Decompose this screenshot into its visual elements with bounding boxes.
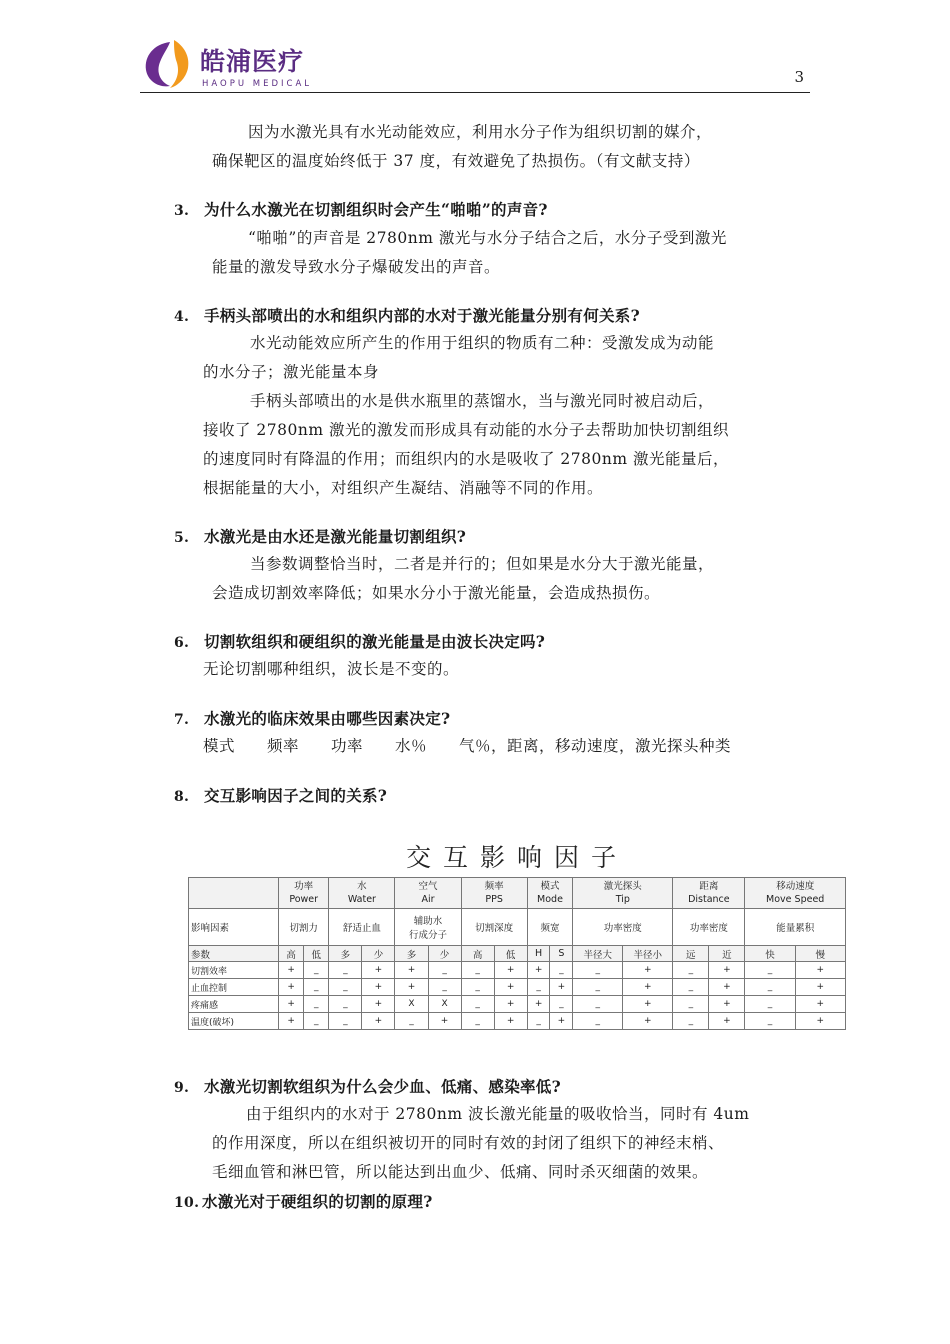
parameter-cell: 高: [279, 946, 304, 962]
answer-4-line-4: 接收了 2780nm 激光的激发而形成具有动能的水分子去帮助加快切割组织: [203, 421, 729, 439]
intro-line-1: 因为水激光具有水光动能效应，利用水分子作为组织切割的媒介，: [248, 123, 713, 141]
table-cell: X: [395, 996, 428, 1013]
table-row: [189, 1013, 846, 1030]
question-number: 10.: [174, 1195, 200, 1211]
interaction-factors-table: [188, 877, 846, 1030]
parameter-cell: 少: [428, 946, 461, 962]
table-cell: +: [709, 996, 745, 1013]
parameter-cell: 远: [673, 946, 709, 962]
table-cell: +: [279, 979, 304, 996]
table-cell: +: [623, 996, 673, 1013]
table-cell: +: [279, 996, 304, 1013]
answer-4-line-1: 水光动能效应所产生的作用于组织的物质有二种：受激发成为动能: [250, 334, 715, 352]
table-title: 交互影响因子: [405, 843, 628, 872]
question-title: 切割软组织和硬组织的激光能量是由波长决定吗?: [204, 632, 546, 651]
parameter-cell: 快: [745, 946, 795, 962]
table-cell: +: [795, 962, 845, 979]
answer-6-line-1: 无论切割哪种组织，波长是不变的。: [203, 660, 460, 678]
answer-7-line-1: 模式 频率 功率 水％ 气％，距离，移动速度，激光探头种类: [203, 737, 732, 755]
table-cell: +: [527, 962, 550, 979]
table-cell: +: [494, 1013, 527, 1030]
factor-header: 激光探头 Tip: [573, 878, 673, 909]
answer-3-line-1: “啪啪”的声音是 2780nm 激光与水分子结合之后，水分子受到激光: [248, 229, 727, 247]
factor-header: 频率 PPS: [461, 878, 527, 909]
question-number: 7.: [174, 712, 190, 728]
table-cell: +: [709, 1013, 745, 1030]
table-cell: _: [573, 979, 623, 996]
table-cell: +: [527, 996, 550, 1013]
table-cell: _: [461, 979, 494, 996]
question-title: 水激光的临床效果由哪些因素决定?: [204, 709, 451, 728]
page-number: 3: [794, 68, 804, 86]
table-cell: +: [279, 962, 304, 979]
table-row: [189, 996, 846, 1013]
table-header-row: [189, 878, 846, 909]
table-cell: _: [461, 1013, 494, 1030]
table-cell: _: [329, 979, 362, 996]
table-cell: +: [795, 996, 845, 1013]
table-row: [189, 979, 846, 996]
table-cell: _: [304, 962, 329, 979]
influence-cell: 辅助水 行成分子: [395, 909, 461, 946]
table-cell: +: [428, 1013, 461, 1030]
question-number: 8.: [174, 789, 190, 805]
question-3: [174, 198, 548, 220]
table-cell: _: [428, 979, 461, 996]
brand-name-cn: 皓浦医疗: [200, 47, 305, 76]
row-label: 疼痛感: [189, 996, 279, 1013]
parameter-cell: 低: [494, 946, 527, 962]
parameter-cell: 低: [304, 946, 329, 962]
question-title: 为什么水激光在切割组织时会产生“啪啪”的声音?: [204, 200, 548, 219]
influence-cell: 频宽: [527, 909, 573, 946]
table-cell: +: [623, 962, 673, 979]
table-row: [189, 962, 846, 979]
row-label: 止血控制: [189, 979, 279, 996]
answer-3-line-2: 能量的激发导致水分子爆破发出的声音。: [212, 258, 501, 276]
table-cell: +: [362, 962, 395, 979]
question-4: [174, 304, 640, 326]
table-cell: +: [279, 1013, 304, 1030]
brand-name-en: HAOPU MEDICAL: [202, 79, 313, 89]
parameter-cell: 高: [461, 946, 494, 962]
question-number: 4.: [174, 309, 190, 325]
question-6: [174, 630, 545, 652]
table-cell: +: [362, 1013, 395, 1030]
question-title: 水激光是由水还是激光能量切割组织?: [204, 527, 467, 546]
table-cell: _: [527, 979, 550, 996]
question-5: [174, 525, 466, 547]
row-label: 影响因素: [189, 909, 279, 946]
table-cell: +: [795, 1013, 845, 1030]
table-cell: _: [673, 1013, 709, 1030]
row-label: 切割效率: [189, 962, 279, 979]
table-cell: _: [673, 996, 709, 1013]
table-cell: +: [709, 979, 745, 996]
parameter-cell: H: [527, 946, 550, 962]
table-cell: _: [329, 996, 362, 1013]
influence-cell: 功率密度: [573, 909, 673, 946]
table-cell: _: [550, 962, 573, 979]
question-title: 交互影响因子之间的关系?: [204, 786, 388, 805]
table-cell: _: [527, 1013, 550, 1030]
table-cell: +: [362, 996, 395, 1013]
parameter-cell: 多: [395, 946, 428, 962]
influence-cell: 功率密度: [673, 909, 745, 946]
question-title: 水激光对于硬组织的切割的原理?: [202, 1192, 433, 1211]
influence-row: [189, 909, 846, 946]
table-cell: _: [461, 996, 494, 1013]
table-cell: _: [673, 962, 709, 979]
table-cell: +: [709, 962, 745, 979]
table-cell: +: [494, 962, 527, 979]
question-8: [174, 784, 387, 806]
question-title: 水激光切割软组织为什么会少血、低痛、感染率低?: [204, 1077, 561, 1096]
table-cell: _: [329, 962, 362, 979]
parameter-row: [189, 946, 846, 962]
table-cell: +: [795, 979, 845, 996]
parameter-cell: 半径小: [623, 946, 673, 962]
table-cell: +: [395, 979, 428, 996]
answer-9-line-3: 毛细血管和淋巴管，所以能达到出血少、低痛、同时杀灭细菌的效果。: [212, 1163, 709, 1181]
factor-header: 距离 Distance: [673, 878, 745, 909]
table-cell: _: [304, 979, 329, 996]
influence-cell: 舒适止血: [329, 909, 395, 946]
parameter-cell: 慢: [795, 946, 845, 962]
table-cell: _: [573, 1013, 623, 1030]
question-7: [174, 707, 450, 729]
factor-header: 空气 Air: [395, 878, 461, 909]
row-label: 温度(破坏): [189, 1013, 279, 1030]
table-cell: +: [395, 962, 428, 979]
parameter-cell: 近: [709, 946, 745, 962]
factor-header: 功率 Power: [279, 878, 329, 909]
table-cell: _: [745, 996, 795, 1013]
table-cell: _: [745, 1013, 795, 1030]
answer-5-line-1: 当参数调整恰当时，二者是并行的；但如果是水分大于激光能量，: [250, 555, 715, 573]
table-cell: _: [573, 996, 623, 1013]
table-cell: _: [395, 1013, 428, 1030]
question-number: 3.: [174, 203, 190, 219]
table-cell: _: [428, 962, 461, 979]
answer-4-line-5: 的速度同时有降温的作用；而组织内的水是吸收了 2780nm 激光能量后，: [203, 450, 729, 468]
row-label: 参数: [189, 946, 279, 962]
question-9: [174, 1075, 561, 1097]
factor-header: 水 Water: [329, 878, 395, 909]
haopu-logo-icon: [140, 38, 194, 90]
table-cell: +: [550, 979, 573, 996]
question-10: [174, 1190, 433, 1212]
header-rule: [140, 92, 810, 93]
table-cell: X: [428, 996, 461, 1013]
corner-cell: [189, 878, 279, 909]
answer-9-line-2: 的作用深度，所以在组织被切开的同时有效的封闭了组织下的神经末梢、: [212, 1134, 725, 1152]
parameter-cell: S: [550, 946, 573, 962]
question-number: 6.: [174, 635, 190, 651]
answer-4-line-3: 手柄头部喷出的水是供水瓶里的蒸馏水，当与激光同时被启动后，: [250, 392, 715, 410]
intro-line-2: 确保靶区的温度始终低于 37 度，有效避免了热损伤。（有文献支持）: [212, 152, 700, 170]
table-cell: _: [304, 1013, 329, 1030]
question-number: 5.: [174, 530, 190, 546]
table-cell: _: [329, 1013, 362, 1030]
table-cell: +: [623, 1013, 673, 1030]
factor-header: 模式 Mode: [527, 878, 573, 909]
answer-5-line-2: 会造成切割效率降低；如果水分小于激光能量，会造成热损伤。: [212, 584, 661, 602]
parameter-cell: 少: [362, 946, 395, 962]
table-cell: _: [304, 996, 329, 1013]
table-cell: _: [550, 996, 573, 1013]
table-cell: _: [461, 962, 494, 979]
table-cell: +: [494, 979, 527, 996]
table-cell: _: [573, 962, 623, 979]
table-cell: +: [550, 1013, 573, 1030]
question-number: 9.: [174, 1080, 190, 1096]
parameter-cell: 多: [329, 946, 362, 962]
table-cell: _: [673, 979, 709, 996]
table-cell: +: [494, 996, 527, 1013]
table-cell: +: [623, 979, 673, 996]
answer-4-line-2: 的水分子；激光能量本身: [203, 363, 380, 381]
page-header: [140, 38, 810, 94]
question-title: 手柄头部喷出的水和组织内部的水对于激光能量分别有何关系?: [204, 306, 640, 325]
factor-header: 移动速度 Move Speed: [745, 878, 846, 909]
influence-cell: 切割力: [279, 909, 329, 946]
influence-cell: 切割深度: [461, 909, 527, 946]
table-cell: +: [362, 979, 395, 996]
answer-9-line-1: 由于组织内的水对于 2780nm 波长激光能量的吸收恰当，同时有 4um: [246, 1105, 750, 1123]
table-cell: _: [745, 962, 795, 979]
table-cell: _: [745, 979, 795, 996]
influence-cell: 能量累积: [745, 909, 846, 946]
parameter-cell: 半径大: [573, 946, 623, 962]
answer-4-line-6: 根据能量的大小，对组织产生凝结、消融等不同的作用。: [203, 479, 604, 497]
